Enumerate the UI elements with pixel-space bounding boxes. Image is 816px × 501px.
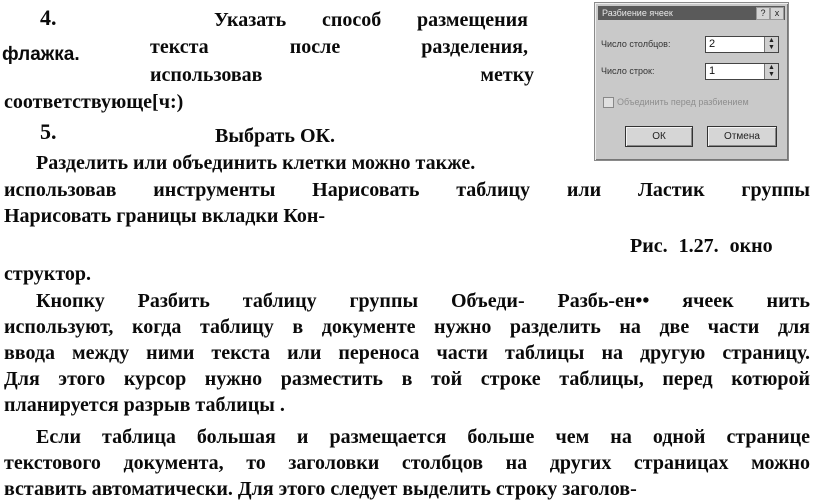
- step-5-text: Выбрать ОК.: [215, 125, 336, 147]
- rows-label: Число строк:: [601, 66, 655, 76]
- rows-spinner[interactable]: [705, 63, 779, 80]
- step-4-line-2: [150, 35, 528, 59]
- columns-label: Число столбцов:: [601, 39, 671, 49]
- paragraph-2-line-5: планируется разрыв таблицы .: [4, 394, 285, 416]
- paragraph-1-line-2: [4, 178, 810, 202]
- ok-button[interactable]: ОК: [625, 126, 693, 147]
- split-cells-dialog: [594, 2, 789, 161]
- step-4-number: 4.: [40, 5, 57, 30]
- paragraph-3-line-1: [36, 425, 810, 449]
- step-4-line-3: [150, 63, 534, 87]
- spinner-arrows-icon[interactable]: ▲ ▼: [764, 37, 778, 52]
- step-4-line-2-text: текста после разделения,: [150, 36, 528, 58]
- dialog-title-bar: [598, 6, 785, 20]
- step-4-line-4: соответствующе[ч:): [4, 91, 184, 113]
- paragraph-2-line-2: [4, 315, 810, 339]
- paragraph-3-line-3: вставить автоматически. Для этого следует выделить строку заголов-: [4, 478, 637, 500]
- dialog-title: Разбиение ячеек: [602, 8, 673, 18]
- step-5-number: 5.: [40, 119, 57, 144]
- cancel-button[interactable]: Отмена: [707, 126, 777, 147]
- paragraph-2-line-4-text: Для этого курсор нужно разместить в той строке таблицы, перед котюрой: [4, 368, 810, 390]
- help-button[interactable]: ?: [756, 7, 770, 20]
- paragraph-3-line-2: [4, 451, 810, 475]
- paragraph-3-line-2-text: текстового документа, то заголовки столбцов на других страницах можно: [4, 452, 810, 474]
- paragraph-3-line-1-text: Если таблица большая и размещается больше чем на одной странице: [36, 426, 810, 448]
- paragraph-2-line-3-text: ввода между ними текста или переноса части таблицы на другую страницу.: [4, 342, 810, 364]
- paragraph-1-line-1: Разделить или объединить клетки можно также.: [36, 152, 476, 174]
- step-4-line-3-text: использовав метку: [150, 64, 534, 86]
- figure-caption: Рис. 1.27. окно: [630, 235, 773, 257]
- paragraph-2-line-1: [36, 289, 810, 313]
- paragraph-2-line-4: [4, 367, 810, 391]
- step-4-line-1-wrap: [150, 8, 528, 32]
- paragraph-2-line-3: [4, 341, 810, 365]
- spinner-arrows-icon[interactable]: ▲ ▼: [764, 64, 778, 79]
- rows-value: 1: [709, 65, 716, 77]
- flag-fragment: флажка.: [2, 44, 80, 65]
- merge-checkbox-label: Объединить перед разбиением: [617, 97, 749, 107]
- merge-checkbox[interactable]: [603, 97, 614, 108]
- columns-spinner[interactable]: [705, 36, 779, 53]
- step-4-line-1-text: Указать способ размещения: [214, 9, 528, 31]
- step-4-line-1: [150, 8, 528, 32]
- paragraph-2-line-2-text: используют, когда таблицу в документе нужно разделить на две части для: [4, 316, 810, 338]
- paragraph-1-line-4: структор.: [4, 263, 92, 285]
- paragraph-1-line-3: Нарисовать границы вкладки Кон-: [4, 205, 326, 227]
- columns-value: 2: [709, 38, 716, 50]
- paragraph-2-line-1-text: Кнопку Разбить таблицу группы Объеди- Разбь-ен•• ячеек нить: [36, 290, 810, 312]
- paragraph-1-line-2-text: использовав инструменты Нарисовать таблицу или Ластик группы: [4, 179, 810, 201]
- close-button[interactable]: x: [770, 7, 784, 20]
